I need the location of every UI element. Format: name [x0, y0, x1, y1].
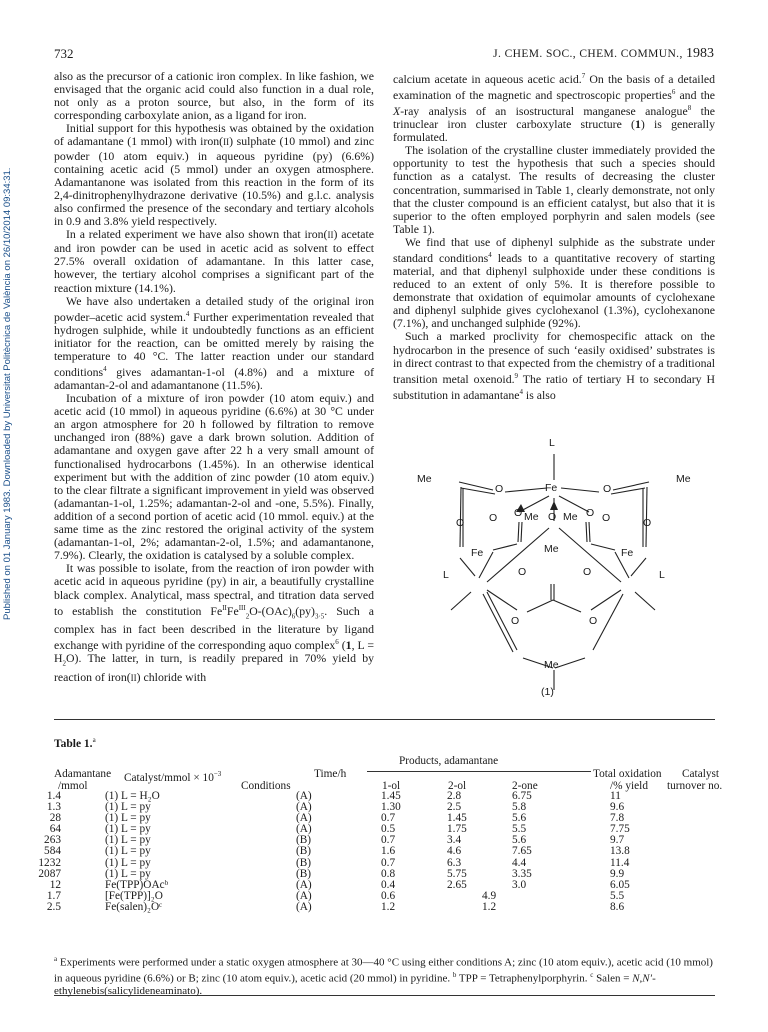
table-cell-cat: (1) L = py — [105, 867, 151, 880]
oxygen-left-vertical: O — [456, 517, 465, 529]
oxygen-inner-right-top: O — [586, 507, 595, 519]
table-cell-ol2: 2.8 — [447, 790, 462, 802]
table-cell-cat: Fe(salen)₂Oᶜ — [105, 900, 163, 913]
table-cell-turnover: 12 — [49, 878, 61, 891]
header-adamantane: Adamantane — [54, 768, 112, 780]
oxygen-central: O — [548, 511, 557, 523]
products-rule-left — [367, 771, 591, 772]
table-cell-turnover: 2087 — [38, 867, 61, 880]
table-cell-one: 3.0 — [512, 878, 527, 891]
table-bottom-rule — [54, 995, 715, 996]
download-watermark-text: Published on 01 January 1983. Downloaded by Universitat Politècnica de València on 26/10/2014 09:34:31. — [2, 167, 13, 620]
iron-atom-top: Fe — [545, 482, 558, 494]
oxygen-inner-right: O — [602, 512, 611, 524]
table-cell-ol2: 5.75 — [447, 867, 467, 880]
left-text-column — [54, 70, 374, 685]
header-total-oxidation: Total oxidation — [593, 768, 662, 780]
table-cell-cond: (A) — [296, 889, 312, 902]
table-cell-total: 6.05 — [610, 878, 630, 891]
oxygen-inner-left-top: O — [514, 507, 523, 519]
header-catalyst — [124, 768, 221, 784]
right-column-paragraph: Such a marked proclivity for chemospecific attack on the hydrocarbon in the presence of such ‘easily oxidised’ substrates is in direct contrast to that expected from the chemistry of a traditional transition metal oxenoid.$^9$ The ratio of tertiary H to secondary H substitution in adamantane$^4$ is also — [393, 329, 716, 402]
table-cell-total: 9.9 — [610, 867, 625, 880]
header-adamantane-unit: /mmol — [58, 780, 88, 792]
header-turnover: turnover no. — [667, 780, 723, 792]
table-cell-cond: (B) — [296, 834, 312, 847]
methyl-inner-right: Me — [563, 511, 578, 523]
table-top-rule — [54, 719, 715, 720]
oxygen-lower-right: O — [583, 566, 592, 578]
right-text-column — [393, 70, 715, 402]
table-cell-one: 3.35 — [512, 867, 532, 880]
table-cell-ol1: 0.4 — [381, 878, 396, 891]
table-cell-ol2: 2.65 — [447, 878, 467, 891]
table-cell-cond: (A) — [296, 823, 312, 836]
table-cell-total: 8.6 — [610, 900, 625, 913]
table-cell-one: 5.5 — [512, 823, 527, 836]
table-cell-ol2: 3.4 — [447, 834, 462, 847]
table-cell-total: 5.5 — [610, 889, 625, 902]
oxygen-inner-left: O — [489, 512, 498, 524]
table-cell-cond: (B) — [296, 845, 312, 858]
table-cell-cat: (1) L = py — [105, 823, 151, 836]
header-catalyst-exponent: −3 — [213, 770, 222, 778]
left-column-paragraph: We have also undertaken a detailed study of the original iron powder–acetic acid system.$^4$ Further experimentation revealed that hydrogen sulphide, while it undoubtedly functions as an efficient initiator for the reaction, can be omitted merely by raising the temperature to 40 °C. The latter reaction under our standard conditions$^4$ gives adamantan-1-ol (4.8%) and a mixture of adamantan-2-ol and adamantanone (11.5%). — [54, 293, 374, 392]
table-cell-total: 9.7 — [610, 834, 625, 847]
table-cell-turnover: 1.3 — [46, 801, 61, 814]
table-cell-ol1: 0.5 — [381, 823, 396, 836]
journal-year: 1983 — [686, 46, 714, 61]
table-cell-merged: 1.2 — [482, 900, 497, 913]
table-cell-one: 5.6 — [512, 834, 527, 847]
oxygen-upper-right: O — [603, 483, 612, 495]
table-footnotes — [54, 953, 715, 998]
table-cell-total: 7.8 — [610, 812, 625, 825]
table-cell-ol1: 1.45 — [381, 790, 401, 802]
methyl-inner-left: Me — [524, 511, 539, 523]
oxygen-upper-left: O — [495, 483, 504, 495]
table-cell-cat: (1) L = py — [105, 801, 151, 814]
table-cell-total: 9.6 — [610, 801, 625, 814]
methyl-upper-left: Me — [417, 473, 432, 485]
table-cell-ol1: 0.7 — [381, 812, 396, 825]
table-caption — [54, 736, 96, 750]
oxygen-right-vertical: O — [643, 517, 652, 529]
table-cell-merged: 4.9 — [482, 889, 497, 902]
page-number: 732 — [54, 46, 74, 61]
download-watermark — [2, 120, 16, 620]
iron-atom-left: Fe — [471, 547, 484, 559]
header-products: Products, adamantane — [399, 755, 499, 767]
left-column-paragraph: It was possible to isolate, from the reaction of iron powder with acetic acid in aqueous pyridine (py) in air, a beautifully crystalline black complex. Analytical, mass spectral, and titration data served to establish the constitution $Fe^{II}Fe^{III}_2O-(OAc)_6(py)_{3\cdot 5}$. Such a complex has in fact been described in the literature by ligand exchange with pyridine of the corresponding aquo complex$^6$ (1, $L = H_2O$). The latter, in turn, is readily prepared in 70% yield by reaction of iron(II) chloride with — [54, 561, 374, 684]
header-2-one: 2-one — [512, 780, 538, 792]
table-cell-ol1: 0.8 — [381, 867, 396, 880]
table-cell-ol2: 1.75 — [447, 823, 467, 836]
cluster-structure-diagram — [393, 432, 715, 702]
table-cell-cat: (1) L = py — [105, 856, 151, 869]
table-cell-one: 5.6 — [512, 812, 527, 825]
header-catalyst-2: Catalyst — [682, 768, 720, 780]
table-footnote: $^a$ Experiments were performed under a static oxygen atmosphere at 30—40 °C using either conditions A; zinc (10 atom equiv.), acetic acid (10 mmol) in aqueous pyridine (6.6%) or B; zinc (10 atom equiv.), acetic acid (20 mmol) in pyridine. $^b$ TPP = Tetraphenylporphyrin. $^c$ Salen = N,N′-ethylenebis(salicylideneaminato). — [54, 955, 713, 998]
table-cell-turnover: 263 — [44, 834, 61, 847]
methyl-lower: Me — [544, 543, 559, 555]
table-caption-text: Table 1. — [54, 737, 93, 750]
right-column-paragraph: We find that use of diphenyl sulphide as the substrate under standard conditions$^4$ leads to a quantitative recovery of starting material, and that diphenyl sulphoxide under these conditions is reduced to an extent of only 5%. It is therefore possible to demonstrate that oxidation of equimolar amounts of cyclohexane and diphenyl sulphide gives cyclohexanol (1.3%), cyclohexanone (7.1%), and unchanged sulphide (92%). — [393, 234, 715, 331]
table-cell-ol1: 0.7 — [381, 856, 396, 869]
table-cell-turnover: 584 — [44, 845, 61, 858]
table-cell-turnover: 1.7 — [46, 889, 61, 902]
table-cell-ol2: 6.3 — [447, 856, 462, 869]
table-cell-cat: Fe(TPP)OAcᵇ — [105, 878, 169, 891]
table-cell-total: 7.75 — [610, 823, 630, 836]
journal-header — [493, 46, 714, 62]
table-cell-turnover: 2.5 — [46, 900, 61, 913]
table-cell-cat: (1) L = py — [105, 834, 151, 847]
compound-label: (1) — [541, 686, 554, 698]
table-cell-cond: (A) — [296, 900, 312, 913]
table-cell-ol1: 0.7 — [381, 834, 396, 847]
header-time: Time/h — [314, 768, 347, 780]
table-cell-cat: (1) L = H₂O — [105, 790, 160, 802]
right-column-paragraph: The isolation of the crystalline cluster immediately provided the opportunity to test the hypothesis that such a species should function as a catalyst. The results of decreasing the cluster concentration, summarised in Table 1, clearly demonstrate, not only that the cluster compound is an efficient catalyst, but also that it is superior to the often employed porphyrin and salen models (see Table 1). — [393, 143, 715, 236]
table-cell-one: 5.8 — [512, 801, 527, 814]
table-cell-one: 4.4 — [512, 856, 527, 869]
oxygen-bottom-right: O — [589, 615, 598, 627]
table-cell-total: 13.8 — [610, 845, 630, 858]
table-cell-one: 6.75 — [512, 790, 532, 802]
left-column-paragraph: also as the precursor of a cationic iron complex. In like fashion, we envisaged that the organic acid could also function in a dual role, not only as a proton source, but also, in the form of its corresponding carboxylate anion, as a ligand for iron. — [54, 69, 374, 123]
table-cell-cat: [Fe(TPP)]₂O — [105, 889, 163, 902]
table-cell-turnover: 64 — [49, 823, 61, 836]
left-column-paragraph: In a related experiment we have also shown that iron(II) acetate and iron powder can be used in acetic acid as solvent to effect 27.5% overall oxidation of adamantane. In this latter case, however, the tertiary alcohol comprises a significant part of the reaction mixture (14.1%). — [54, 227, 374, 295]
table-cell-one: 7.65 — [512, 845, 532, 858]
table-cell-ol2: 4.6 — [447, 845, 462, 858]
iron-atom-right: Fe — [621, 547, 634, 559]
table-cell-ol1: 1.2 — [381, 900, 396, 913]
header-total-unit: /% yield — [610, 780, 648, 792]
table-cell-ol2: 2.5 — [447, 801, 462, 814]
table-cell-cond: (B) — [296, 867, 312, 880]
table-cell-cond: (B) — [296, 856, 312, 869]
methyl-upper-right: Me — [676, 473, 691, 485]
right-column-paragraph: calcium acetate in aqueous acetic acid.$^7$ On the basis of a detailed examination of the magnetic and spectroscopic properties$^6$ and the X-ray analysis of an isostructural manganese analogue$^8$ the trinuclear iron cluster carboxylate structure (1) is generally formulated. — [393, 71, 716, 145]
table-cell-cat: (1) L = py — [105, 845, 151, 858]
ligand-L-right: L — [659, 569, 665, 581]
oxygen-bottom-left: O — [511, 615, 520, 627]
table-cell-cond: (A) — [296, 878, 312, 891]
header-conditions: Conditions — [241, 780, 291, 792]
table-cell-total: 11.4 — [610, 856, 630, 869]
table-cell-cond: (A) — [296, 790, 312, 802]
table-cell-ol2: 1.45 — [447, 812, 467, 825]
table-cell-turnover: 28 — [49, 812, 61, 825]
header-catalyst-text: Catalyst/mmol × 10 — [124, 771, 214, 784]
table-cell-ol1: 0.6 — [381, 889, 396, 902]
header-2-ol: 2-ol — [448, 780, 467, 792]
table-caption-mark: a — [92, 736, 96, 744]
table-cell-cond: (A) — [296, 812, 312, 825]
ligand-L-left: L — [443, 569, 449, 581]
table-cell-total: 11 — [610, 790, 621, 802]
table-cell-turnover: 1232 — [38, 856, 61, 869]
table-cell-cat: (1) L = py — [105, 812, 151, 825]
left-column-paragraph: Incubation of a mixture of iron powder (10 atom equiv.) and acetic acid (10 mmol) in aqueous pyridine (6.6%) at 30 °C under an argon atmosphere for 20 h followed by filtration to remove unchanged iron (88%) gave a dark brown solution. Addition of adamantane and oxygen gave after 22 h a very small amount of functionalised hydrocarbons (1.45%). In an otherwise identical experiment but with the addition of zinc powder (10 atom equiv.) to the clear filtrate a significant improvement in yield was observed (adamantan-1-ol, 1.25%; adamantan-2-ol and -one, 5.5%). Finally, addition of a second portion of acetic acid (10 mmol. equiv.) at the same time as the zinc restored the original activity of the system (adamantan-1-ol, 2%; adamantan-2-ol, 1.5%; and adamantanone, 7.9%). Clearly, the oxidation is catalysed by a soluble complex. — [54, 391, 374, 563]
journal-name: J. CHEM. SOC., CHEM. COMMUN., — [493, 48, 683, 60]
header-1-ol: 1-ol — [382, 780, 401, 792]
methyl-bottom: Me — [544, 659, 559, 671]
ligand-L-top: L — [549, 437, 555, 449]
table-cell-turnover: 1.4 — [46, 790, 61, 802]
table-cell-ol1: 1.30 — [381, 801, 401, 814]
table-cell-cond: (A) — [296, 801, 312, 814]
table-cell-ol1: 1.6 — [381, 845, 396, 858]
oxygen-lower-left: O — [518, 566, 527, 578]
left-column-paragraph: Initial support for this hypothesis was obtained by the oxidation of adamantane (1 mmol) with iron(II) sulphate (10 mmol) and zinc powder (10 atom equiv.) in aqueous pyridine (py) (6.6%) containing acetic acid (5 mmol) under an oxygen atmosphere. Adamantanone was isolated from this reaction in the form of its 2,4-dinitrophenylhydrazone derivative (10.5%) and g.l.c. analysis also confirmed the presence of the secondary and tertiary alcohols in 0.9 and 3.8% yield respectively. — [54, 121, 374, 229]
